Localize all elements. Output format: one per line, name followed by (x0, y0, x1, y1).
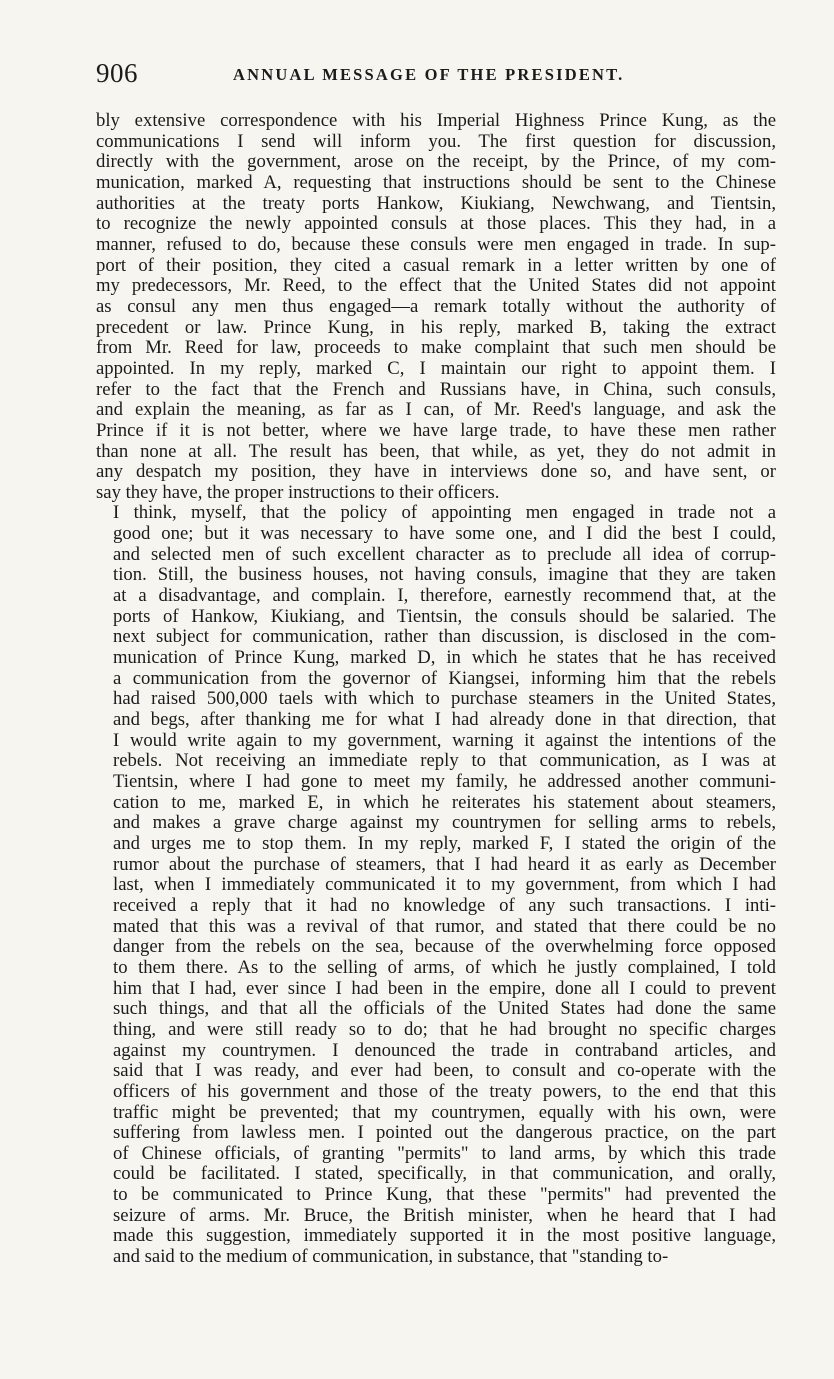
text-line: rumor about the purchase of steamers, that I had heard it as early as December (113, 853, 776, 875)
text-line: munication, marked A, requesting that instructions should be sent to the Chinese (96, 171, 776, 193)
text-line: made this suggestion, immediately supported it in the most positive language, (113, 1225, 776, 1247)
text-line: thing, and were still ready so to do; that he had brought no specific charges (113, 1018, 776, 1040)
text-line: received a reply that it had no knowledge of any such transactions. I inti- (113, 894, 776, 916)
text-line: said that I was ready, and ever had been, to consult and co-operate with the (113, 1060, 776, 1082)
text-line: any despatch my position, they have in interviews done so, and have sent, or (96, 461, 776, 483)
text-line: appointed. In my reply, marked C, I maintain our right to appoint them. I (96, 357, 776, 379)
body-text (96, 111, 776, 1268)
text-line: Tientsin, where I had gone to meet my family, he addressed another communi- (113, 771, 776, 792)
text-line: bly extensive correspondence with his Imperial Highness Prince Kung, as the (96, 110, 776, 131)
text-line: say they have, the proper instructions to their officers. (96, 481, 500, 503)
text-line: to them there. As to the selling of arms, of which he justly complained, I told (113, 956, 776, 978)
page-header (96, 58, 776, 94)
text-line: last, when I immediately communicated it to my government, from which I had (113, 874, 776, 896)
text-line: and explain the meaning, as far as I can, of Mr. Reed's language, and ask the (96, 399, 776, 421)
text-line: him that I had, ever since I had been in the empire, done all I could to prevent (113, 977, 776, 999)
text-line: tion. Still, the business houses, not having consuls, imagine that they are taken (113, 564, 776, 586)
text-line: traffic might be prevented; that my countrymen, equally with his own, were (113, 1101, 776, 1123)
text-line: seizure of arms. Mr. Bruce, the British minister, when he heard that I had (113, 1204, 776, 1226)
text-line: and said to the medium of communication, in substance, that "standing to- (113, 1246, 669, 1268)
paragraph (96, 111, 776, 503)
text-line: rebels. Not receiving an immediate reply to that communication, as I was at (113, 750, 776, 772)
text-line: had raised 500,000 taels with which to purchase steamers in the United States, (113, 688, 776, 710)
text-line: than none at all. The result has been, that while, as yet, they do not admit in (96, 440, 776, 462)
text-line: manner, refused to do, because these consuls were men engaged in trade. In sup- (96, 233, 776, 255)
text-line: suffering from lawless men. I pointed out the dangerous practice, on the part (113, 1122, 776, 1144)
text-line: my predecessors, Mr. Reed, to the effect that the United States did not appoint (96, 275, 776, 297)
text-line: munication of Prince Kung, marked D, in which he states that he has received (113, 647, 776, 669)
text-line: from Mr. Reed for law, proceeds to make complaint that such men should be (96, 337, 776, 359)
text-line: I would write again to my government, warning it against the intentions of the (113, 729, 776, 751)
running-head: ANNUAL MESSAGE OF THE PRESIDENT. (233, 65, 625, 84)
text-line: a communication from the governor of Kiangsei, informing him that the rebels (113, 667, 776, 689)
text-line: ports of Hankow, Kiukiang, and Tientsin, the consuls should be salaried. The (113, 605, 776, 627)
text-line: Prince if it is not better, where we have large trade, to have these men rather (96, 419, 776, 441)
text-line: and begs, after thanking me for what I had already done in that direction, that (113, 709, 776, 731)
text-line: port of their position, they cited a casual remark in a letter written by one of (96, 254, 776, 276)
text-line: authorities at the treaty ports Hankow, Kiukiang, Newchwang, and Tientsin, (96, 192, 776, 214)
page-number: 906 (96, 58, 138, 88)
text-line: at a disadvantage, and complain. I, therefore, earnestly recommend that, at the (113, 585, 776, 607)
text-line: against my countrymen. I denounced the trade in contraband articles, and (113, 1039, 776, 1061)
text-line: to recognize the newly appointed consuls at those places. This they had, in a (96, 213, 776, 235)
text-line: I think, myself, that the policy of appointing men engaged in trade not a (113, 502, 776, 524)
text-line: danger from the rebels on the sea, because of the overwhelming force opposed (113, 936, 776, 958)
text-line: could be facilitated. I stated, specifically, in that communication, and orally, (113, 1163, 776, 1185)
text-line: refer to the fact that the French and Russians have, in China, such consuls, (96, 378, 776, 400)
text-line: and makes a grave charge against my countrymen for selling arms to rebels, (113, 812, 776, 834)
text-line: as consul any men thus engaged—a remark totally without the authority of (96, 295, 776, 317)
text-line: good one; but it was necessary to have some one, and I did the best I could, (113, 523, 776, 545)
text-line: such things, and that all the officials of the United States had done the same (113, 998, 776, 1020)
text-line: mated that this was a revival of that rumor, and stated that there could be no (113, 915, 776, 937)
text-line: to be communicated to Prince Kung, that these "permits" had prevented the (113, 1184, 776, 1206)
text-line: cation to me, marked E, in which he reiterates his statement about steamers, (113, 791, 776, 813)
paragraph (96, 503, 776, 1267)
text-line: directly with the government, arose on the receipt, by the Prince, of my com- (96, 151, 776, 173)
text-line: of Chinese officials, of granting "permits" to land arms, by which this trade (113, 1142, 776, 1164)
text-line: communications I send will inform you. The first question for discussion, (96, 130, 776, 152)
text-line: and urges me to stop them. In my reply, marked F, I stated the origin of the (113, 832, 776, 854)
text-line: and selected men of such excellent character as to preclude all idea of corrup- (113, 543, 776, 565)
text-line: next subject for communication, rather than discussion, is disclosed in the com- (113, 626, 776, 648)
text-line: officers of his government and those of the treaty powers, to the end that this (113, 1080, 776, 1102)
text-line: precedent or law. Prince Kung, in his reply, marked B, taking the extract (96, 316, 776, 338)
